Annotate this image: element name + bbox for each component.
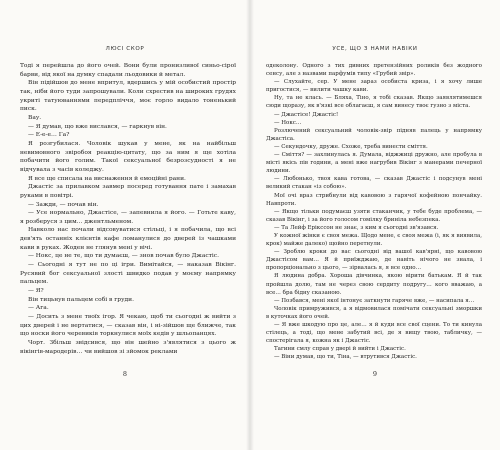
paragraph: — Досить з мене твоїх ігор. Я чекаю, щоб ти сьогодні ж вийти з цих дверей і не вертатися, — сказав він, і ні-зійшов ще ближче, так що носки його черевиків торкнулися моїх кедів у шльопанцях. [20,314,236,338]
paragraph: Джастіс за прилавком завмер посеред готування пате і замахав руками в повітрі. [20,184,236,199]
paragraph: Чоловік примружився, а я відмовилася помічати сексуальні зморшки в куточках його очей. [266,305,482,320]
right-page [250,0,500,450]
paragraph: — Ага. [28,305,49,312]
paragraph: — Віни думав, що ти, Тіна, — втрутився Джастіс. [274,354,417,361]
paragraph: Тоді я перейшла до його очей. Вони були пронизливої синьо-сірої барви, від якої на думку спадали льодовики й метал. [20,63,236,78]
paragraph: — Сьогодні я тут не по ці ігри. Вимітайся, — наказав Вікінг. Русявий бог сексуальної злості швидко подав у моєму напрямку пальцем. [20,262,236,286]
paragraph: — Якщо тільки подумаєш узяти стаканчик, у тебе буде проблема, — сказав Вікінг, і за його голосом гомілку бриніла небезпека. [266,208,482,223]
left-page-body [20,62,236,356]
paragraph: — Секундочку, друже. Схоже, треба винести сміття. [274,143,428,150]
paragraph: — Я вже шкодую про це, але… я й куди все свої сцени. То ти кинула стілець, а тоді, що мене забутий всі, де я вищу твою, табличку, — спостерігала я, кожна як і Джастіс. [266,322,482,345]
page-number-left: 8 [122,370,128,378]
paragraph: Навколо нас почали відсовуватися стільці, і я побачила, що всі дев'ять останніх клієнтів кафе ломанулися до дверей із чашками кави в руках. Жоден не глянув мені у вічі. [20,227,236,251]
paragraph: — Та Лейф Ерікссон не знає, з ким я сьогодні зв'язався. [274,224,439,231]
paragraph: — Сміття? — захлинулась я. Думала, віджжиці дружно, але пробула в місті якісь пів години, а мені вже нагрубив Вікінг з манерами печерної людини. [266,152,482,175]
paragraph: одеколону. Одного з тих дивних претензійних роликів без жодного сенсу, але з назвами парфумів типу «Грубий звір». [266,63,482,78]
paragraph: — Я думав, що вже вислався, — гаркнув він. [28,123,167,130]
paragraph: — Любонько, твоя кава готова, — сказав Джастіс і подсунув мені великий стакан «із собою». [266,176,482,191]
paragraph: Він тицьнув пальцем собі в груди. [28,296,134,303]
paragraph: — Е-е-е… Га? [28,132,70,139]
paragraph: Чорт. Збільш звідсився, що він шейно з'являтися з цього ж вікінгів-мародерів… чи вийшов зі зйомок реклами [20,340,236,355]
paragraph: — Усе нормально, Джастісе, — запевнила я його. — Готьте каву, я розберуся з цим… джентльменом. [20,210,236,225]
paragraph: Тагини смлу справ у двері й вийти і Джастіс. [274,346,406,353]
paragraph: — Я? [28,288,44,295]
paragraph: — Зажди, — почав він. [28,201,99,208]
paragraph: — Зроблю кроки до вас сьогодні від вашої кав'ярні, що кавовою Джастісом вам… Я й приїжджаю, де навіть нічого не знала, і пропорціонально з цього, — зірвалась я, я все одно… [266,249,482,272]
paragraph: — Джастісе! Джастіс! [274,111,339,118]
paragraph: — Позбався, мені якої інтонує заткнути гаряче вже, — насипала я… [274,297,475,304]
right-page-body [266,62,482,361]
paragraph: — Нокс… [274,119,302,126]
paragraph: Мої очі враз стрибнули від кавовою з гарячої кофейною пончайку. Навпроти. [266,192,482,207]
page-number-right: 9 [372,370,378,378]
running-head-right: УСЕ, ЩО З НАМИ НАВІКИ [332,46,418,52]
running-head-left: ЛЮСІ СКОР [105,46,145,52]
paragraph: Я розгубилася. Чоловік шукав у мене, як на найбільш невимовного звіробоя реакцію-цитату, що за ним я ще хотіла побачити його голим. Такої сексуальної безрозсудності я не відчувала з часів коледжу. [20,140,236,173]
paragraph: Розлючений сексуальний чоловік-звір підняв палець у напрямку Джастіса. [266,127,482,142]
paragraph: — Нокс, це не те, що ти думаєш, — знов почав було Джастіс. [28,253,219,260]
paragraph: Вау. [28,114,42,121]
paragraph: У кожної жінки є своя межа. Щодо мене, є своя межа (і, як я виявила, крок) майже далеко) щойно перетнули. [266,232,482,248]
paragraph: Я все ще списала на виснаження й емоційні рани. [28,175,186,182]
paragraph: Я людина добра. Хороша дівчинка, якою вірити батькам. Я й так пройшла долю, там не через свою сердиту подругу… кого вважаю, а все… бра бідну сказаною. [266,273,482,296]
book-gutter [246,0,254,450]
paragraph: Він підійшов до мене впритул, вдершись у мій особистий простір так, ніби його туди запрошували. Коли схрестив на широких грудях укриті татуюваннями передпліччя, моє горло видало тоненький писк. [20,80,236,113]
paragraph: Ну, та не клась. — Бляха, Тіно, я тобі сказав. Якщо заявлятимешся сюди щоразу, як в'язкі все облагаєш, я сам винесу твоє гузно з міста. [266,95,482,110]
paragraph: — Слухайте, сер. У мене зараз особиста криза, і я хочу лише пригостися, — вилити чашку кави. [266,79,482,94]
